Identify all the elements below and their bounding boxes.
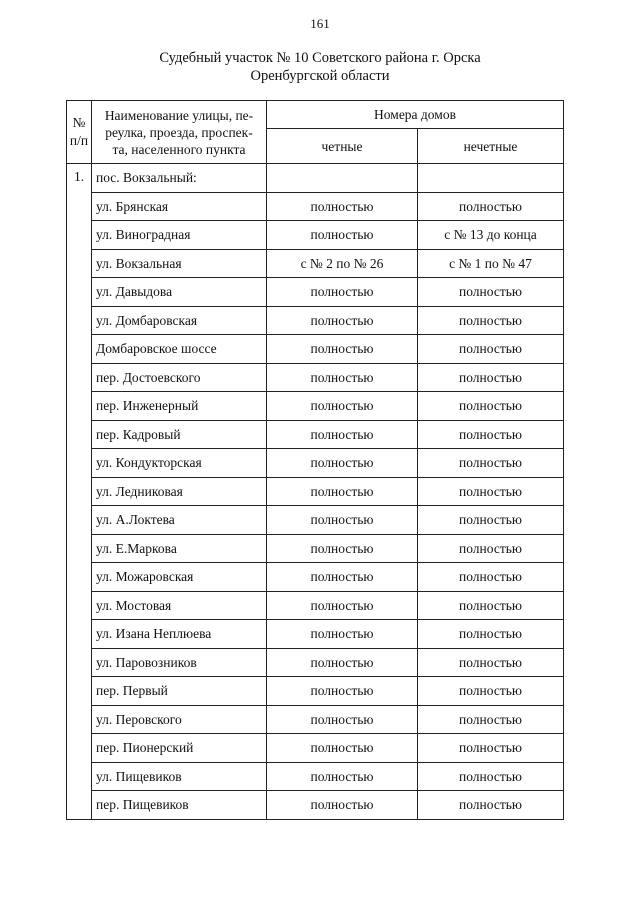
street-name-cell: ул. Изана Неплюева <box>92 620 267 649</box>
odd-houses-cell: полностью <box>418 477 564 506</box>
street-name-cell: пос. Вокзальный: <box>92 164 267 193</box>
table-row <box>67 249 564 278</box>
table-row <box>67 791 564 820</box>
even-houses-cell: полностью <box>267 363 418 392</box>
street-name-cell: пер. Достоевского <box>92 363 267 392</box>
table-row <box>67 221 564 250</box>
odd-houses-cell: полностью <box>418 563 564 592</box>
odd-houses-cell <box>418 164 564 193</box>
even-houses-cell: полностью <box>267 620 418 649</box>
street-name-cell: ул. Кондукторская <box>92 449 267 478</box>
odd-houses-cell: полностью <box>418 734 564 763</box>
even-houses-cell: полностью <box>267 648 418 677</box>
table-row <box>67 620 564 649</box>
street-name-cell: пер. Первый <box>92 677 267 706</box>
street-name-cell: ул. А.Локтева <box>92 506 267 535</box>
even-houses-cell: полностью <box>267 306 418 335</box>
table-row <box>67 306 564 335</box>
odd-houses-cell: полностью <box>418 705 564 734</box>
table-row <box>67 762 564 791</box>
table-row <box>67 591 564 620</box>
even-houses-cell: полностью <box>267 477 418 506</box>
table-row <box>67 705 564 734</box>
odd-houses-cell: полностью <box>418 420 564 449</box>
odd-houses-cell: полностью <box>418 534 564 563</box>
street-name-cell: ул. Ледниковая <box>92 477 267 506</box>
header-name <box>92 101 267 164</box>
street-name-cell: ул. Пищевиков <box>92 762 267 791</box>
street-name-cell: ул. Перовского <box>92 705 267 734</box>
odd-houses-cell: полностью <box>418 648 564 677</box>
table-row <box>67 278 564 307</box>
even-houses-cell: полностью <box>267 591 418 620</box>
header-name-line-1: Наименование улицы, пе- <box>104 107 254 123</box>
even-houses-cell: полностью <box>267 392 418 421</box>
table-row <box>67 534 564 563</box>
street-name-cell: ул. Вокзальная <box>92 249 267 278</box>
title-line-2: Оренбургской области <box>250 68 390 84</box>
even-houses-cell: полностью <box>267 221 418 250</box>
table-row <box>67 449 564 478</box>
odd-houses-cell: полностью <box>418 363 564 392</box>
street-name-cell: ул. Давыдова <box>92 278 267 307</box>
table-row <box>67 563 564 592</box>
odd-houses-cell: с № 13 до конца <box>418 221 564 250</box>
street-name-cell: ул. Брянская <box>92 192 267 221</box>
even-houses-cell: полностью <box>267 677 418 706</box>
table-row <box>67 677 564 706</box>
table-row <box>67 363 564 392</box>
title-line-1: Судебный участок № 10 Советского района г. Орска <box>159 50 481 66</box>
table-row <box>67 335 564 364</box>
even-houses-cell: полностью <box>267 534 418 563</box>
even-houses-cell: полностью <box>267 278 418 307</box>
even-houses-cell: полностью <box>267 563 418 592</box>
odd-houses-cell: полностью <box>418 392 564 421</box>
odd-houses-cell: полностью <box>418 677 564 706</box>
header-number-line-1: № <box>72 115 86 130</box>
even-houses-cell: полностью <box>267 762 418 791</box>
odd-houses-cell: полностью <box>418 791 564 820</box>
street-name-cell: ул. Домбаровская <box>92 306 267 335</box>
even-houses-cell: полностью <box>267 734 418 763</box>
odd-houses-cell: полностью <box>418 591 564 620</box>
street-name-cell: ул. Виноградная <box>92 221 267 250</box>
street-name-cell: пер. Инженерный <box>92 392 267 421</box>
odd-houses-cell: с № 1 по № 47 <box>418 249 564 278</box>
even-houses-cell: полностью <box>267 791 418 820</box>
odd-houses-cell: полностью <box>418 620 564 649</box>
street-name-cell: ул. Мостовая <box>92 591 267 620</box>
header-name-line-3: та, населенного пункта <box>112 141 246 157</box>
even-houses-cell: полностью <box>267 705 418 734</box>
even-houses-cell: полностью <box>267 192 418 221</box>
odd-houses-cell: полностью <box>418 506 564 535</box>
table-row <box>67 164 564 193</box>
odd-houses-cell: полностью <box>418 192 564 221</box>
odd-houses-cell: полностью <box>418 278 564 307</box>
table-row <box>67 392 564 421</box>
odd-houses-cell: полностью <box>418 762 564 791</box>
even-houses-cell: с № 2 по № 26 <box>267 249 418 278</box>
table-row <box>67 506 564 535</box>
header-number <box>67 101 92 164</box>
even-houses-cell: полностью <box>267 335 418 364</box>
document-title <box>0 49 640 85</box>
page-number: 161 <box>310 16 330 31</box>
even-houses-cell: полностью <box>267 506 418 535</box>
table-row <box>67 734 564 763</box>
table-row <box>67 420 564 449</box>
street-name-cell: пер. Пионерский <box>92 734 267 763</box>
addresses-table <box>66 100 564 820</box>
table-row <box>67 477 564 506</box>
header-houses: Номера домов <box>267 101 564 129</box>
odd-houses-cell: полностью <box>418 335 564 364</box>
row-group-number: 1. <box>67 164 92 820</box>
even-houses-cell <box>267 164 418 193</box>
table-row <box>67 192 564 221</box>
table-row <box>67 648 564 677</box>
street-name-cell: Домбаровское шоссе <box>92 335 267 364</box>
table-body <box>67 164 564 820</box>
odd-houses-cell: полностью <box>418 449 564 478</box>
street-name-cell: ул. Можаровская <box>92 563 267 592</box>
even-houses-cell: полностью <box>267 449 418 478</box>
street-name-cell: ул. Паровозников <box>92 648 267 677</box>
header-name-line-2: реулка, проезда, проспек- <box>105 124 253 140</box>
header-even: четные <box>267 129 418 164</box>
even-houses-cell: полностью <box>267 420 418 449</box>
header-odd: нечетные <box>418 129 564 164</box>
odd-houses-cell: полностью <box>418 306 564 335</box>
header-number-line-2: п/п <box>69 133 89 148</box>
street-name-cell: пер. Кадровый <box>92 420 267 449</box>
street-name-cell: пер. Пищевиков <box>92 791 267 820</box>
street-name-cell: ул. Е.Маркова <box>92 534 267 563</box>
